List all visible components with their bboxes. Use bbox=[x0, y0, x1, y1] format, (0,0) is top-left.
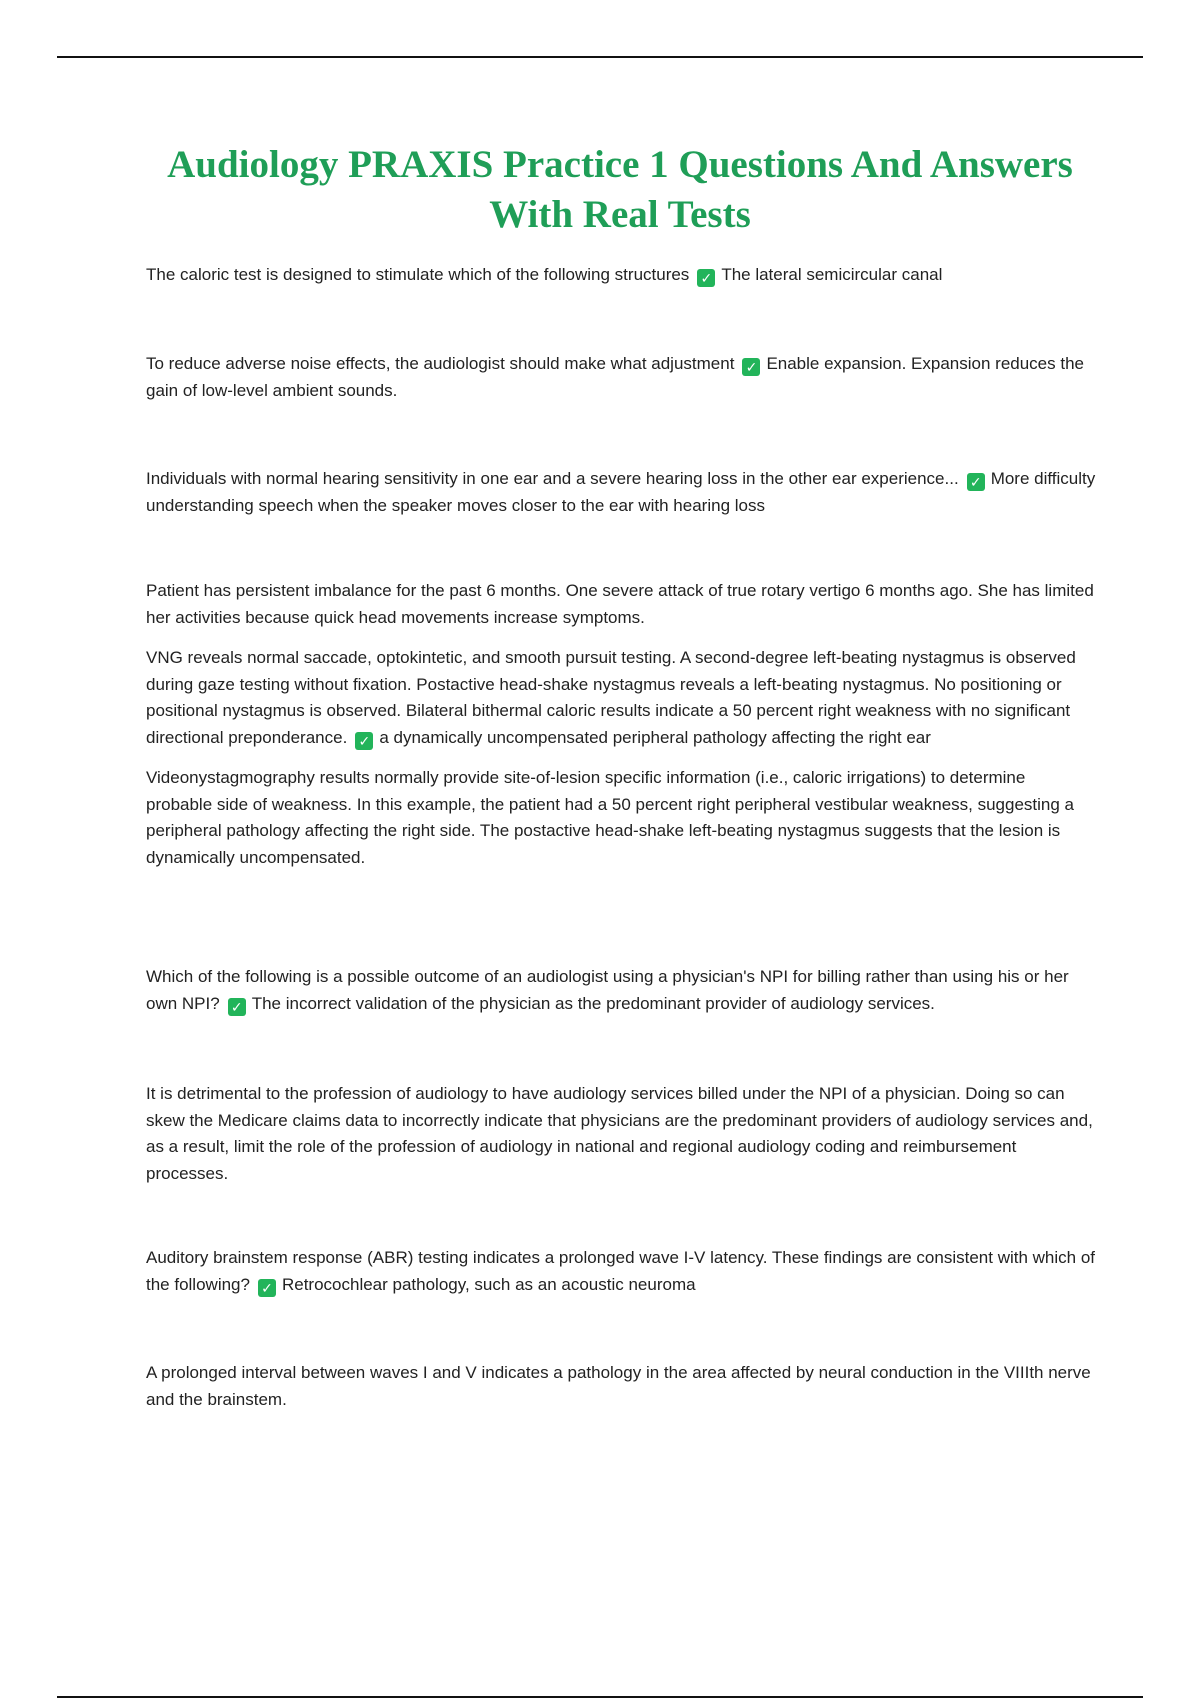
answer-text: a dynamically uncompensated peripheral pathology affecting the right ear bbox=[379, 727, 931, 747]
question-text: Auditory brainstem response (ABR) testing indicates a prolonged wave I-V latency. These findings are consistent with which of the following? bbox=[146, 1248, 1096, 1294]
top-rule bbox=[57, 56, 1143, 58]
explanation-block-5 bbox=[146, 1081, 1096, 1187]
question-text: The caloric test is designed to stimulate which of the following structures bbox=[146, 265, 690, 284]
check-icon: ✓ bbox=[742, 358, 760, 376]
bottom-rule bbox=[57, 1696, 1143, 1698]
check-icon: ✓ bbox=[697, 269, 715, 287]
answer-text: Retrocochlear pathology, such as an acoustic neuroma bbox=[281, 1274, 696, 1294]
check-icon: ✓ bbox=[258, 1279, 276, 1297]
check-icon: ✓ bbox=[355, 732, 373, 750]
explanation-text: Videonystagmography results normally provide site-of-lesion specific information (i.e., caloric irrigations) to determine probable side of weakness. In this example, the patient had a 50 percent right peripheral vestibular weakness, suggesting a peripheral pathology affecting the right side. The postactive head-shake left-beating nystagmus suggests that the lesion is dynamically uncompensated. bbox=[146, 768, 1075, 867]
explanation-text: A prolonged interval between waves I and V indicates a pathology in the area affected by neural conduction in the VIIIth nerve and the brainstem. bbox=[146, 1363, 1091, 1409]
answer-text: Enable expansion. Expansion reduces the gain of low-level ambient sounds. bbox=[146, 354, 1084, 400]
answer-text: The incorrect validation of the physician as the predominant provider of audiology services. bbox=[251, 993, 935, 1013]
qa-item-4 bbox=[146, 578, 1096, 885]
qa-item-1 bbox=[146, 262, 1096, 289]
question-text: Which of the following is a possible outcome of an audiologist using a physician's NPI for billing rather than using his or her own NPI? bbox=[146, 967, 1069, 1013]
qa-item-5 bbox=[146, 964, 1096, 1017]
question-text: VNG reveals normal saccade, optokintetic, and smooth pursuit testing. A second-degree left-beating nystagmus is observed during gaze testing without fixation. Postactive head-shake nystagmus reveals a left-beating nystagmus. No positioning or positional nystagmus is observed. Bilateral bithermal caloric results indicate a 50 percent right weakness with no significant directional preponderance. bbox=[146, 648, 1076, 747]
explanation-block-6 bbox=[146, 1360, 1096, 1413]
qa-item-3 bbox=[146, 466, 1096, 519]
question-text: Individuals with normal hearing sensitivity in one ear and a severe hearing loss in the other ear experience... bbox=[146, 469, 959, 488]
qa-item-6 bbox=[146, 1245, 1096, 1298]
case-intro: Patient has persistent imbalance for the past 6 months. One severe attack of true rotary vertigo 6 months ago. She has limited her activities because quick head movements increase symptoms. bbox=[146, 581, 1094, 627]
question-text: To reduce adverse noise effects, the audiologist should make what adjustment bbox=[146, 354, 735, 373]
answer-text: More difficulty understanding speech when the speaker moves closer to the ear with hearing loss bbox=[146, 469, 1096, 515]
page-title: Audiology PRAXIS Practice 1 Questions And Answers With Real Tests bbox=[167, 143, 1073, 236]
explanation-text: It is detrimental to the profession of audiology to have audiology services billed under the NPI of a physician. Doing so can skew the Medicare claims data to incorrectly indicate that physicians are the predominant providers of audiology services and, as a result, limit the role of the profession of audiology in national and regional audiology coding and reimbursement processes. bbox=[146, 1084, 1093, 1183]
qa-item-2 bbox=[146, 351, 1096, 404]
answer-text: The lateral semicircular canal bbox=[721, 265, 943, 284]
check-icon: ✓ bbox=[967, 473, 985, 491]
check-icon: ✓ bbox=[228, 998, 246, 1016]
case-question bbox=[146, 645, 1096, 751]
